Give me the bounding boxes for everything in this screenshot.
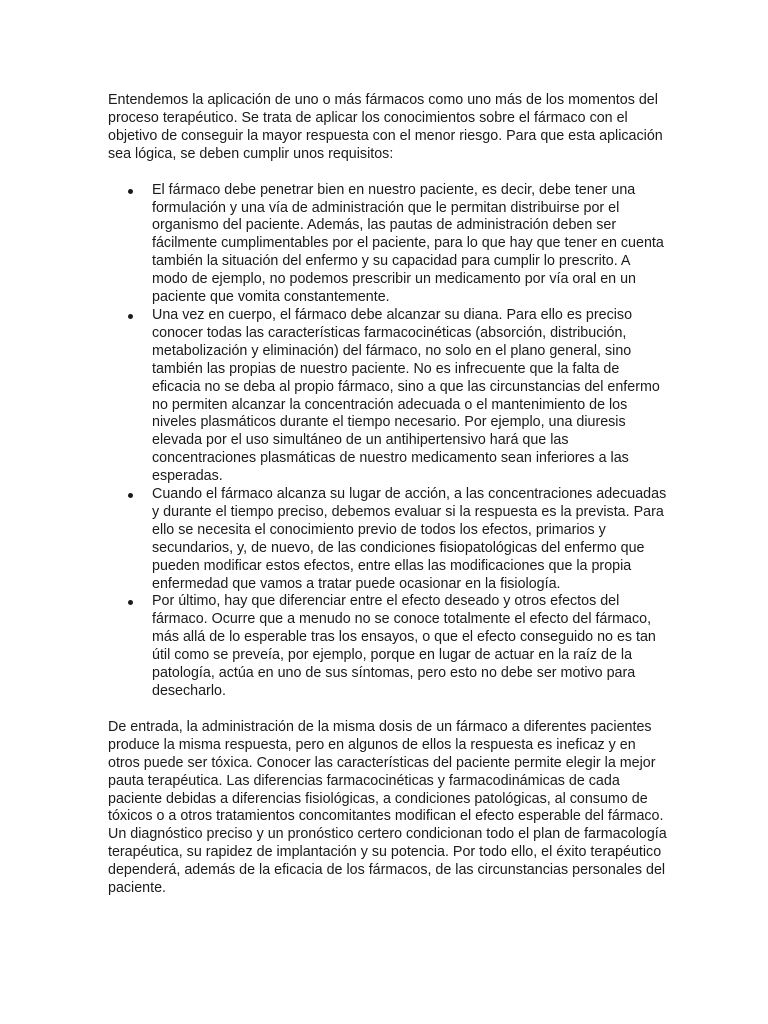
requirements-list <box>108 182 668 701</box>
list-item <box>108 593 668 700</box>
document-page <box>108 92 668 898</box>
intro-paragraph: Entendemos la aplicación de uno o más fármacos como uno más de los momentos del proceso terapéutico. Se trata de aplicar los conocimientos sobre el fármaco con el objetivo de conseguir la mayor respuesta con el menor riesgo. Para que esta aplicación sea lógica, se deben cumplir unos requisitos: <box>108 92 663 162</box>
list-item-text: Cuando el fármaco alcanza su lugar de acción, a las concentraciones adecuadas y durante el tiempo preciso, debemos evaluar si la respuesta es la prevista. Para ello se necesita el conocimiento previo de todos los efectos, primarios y secundarios, y, de nuevo, de las condiciones fisiopatológicas del enfermo que pueden modificar estos efectos, entre ellas las modificaciones que la propia enfermedad que vamos a tratar puede ocasionar en la fisiología. <box>152 486 667 592</box>
list-item-text: Por último, hay que diferenciar entre el efecto deseado y otros efectos del fármaco. Ocurre que a menudo no se conoce totalmente el efecto del fármaco, más allá de lo esperable tras los ensayos, o que el efecto conseguido no es tan útil como se preveía, por ejemplo, porque en lugar de actuar en la raíz de la patología, actúa en uno de sus síntomas, pero esto no debe ser motivo para desecharlo. <box>152 593 656 699</box>
closing-paragraph: De entrada, la administración de la misma dosis de un fármaco a diferentes pacientes produce la misma respuesta, pero en algunos de ellos la respuesta es ineficaz y en otros puede ser tóxica. Conocer las características del paciente permite elegir la mejor pauta terapéutica. Las diferencias farmacocinéticas y farmacodinámicas de cada paciente debidas a diferencias fisiológicas, a condiciones patológicas, al consumo de tóxicos o a otros tratamientos concomitantes modifican el efecto esperable del fármaco. Un diagnóstico preciso y un pronóstico certero condicionan todo el plan de farmacología terapéutica, su rapidez de implantación y su potencia. Por todo ello, el éxito terapéutico dependerá, además de la eficacia de los fármacos, de las circunstancias personales del paciente. <box>108 718 667 897</box>
list-item-text: Una vez en cuerpo, el fármaco debe alcanzar su diana. Para ello es preciso conocer todas las características farmacocinéticas (absorción, distribución, metabolización y eliminación) del fármaco, no solo en el plano general, sino también las propias de nuestro paciente. No es infrecuente que la falta de eficacia no se deba al propio fármaco, sino a que las circunstancias del enfermo no permiten alcanzar la concentración adecuada o el mantenimiento de los niveles plasmáticos durante el tiempo necesario. Por ejemplo, una diuresis elevada por el uso simultáneo de un antihipertensivo hará que las concentraciones plasmáticas de nuestro medicamento sean inferiores a las esperadas. <box>152 306 660 485</box>
list-item <box>108 182 668 307</box>
bullet-icon <box>128 189 133 194</box>
list-item-text: El fármaco debe penetrar bien en nuestro paciente, es decir, debe tener una formulación y una vía de administración que le permitan distribuirse por el organismo del paciente. Además, las pautas de administración deben ser fácilmente cumplimentables por el paciente, para lo que hay que tener en cuenta también la situación del enfermo y su capacidad para cumplir lo prescrito. A modo de ejemplo, no podemos prescribir un medicamento por vía oral en un paciente que vomita constantemente. <box>152 181 664 306</box>
bullet-icon <box>128 600 133 605</box>
bullet-icon <box>128 493 133 498</box>
list-item <box>108 307 668 486</box>
bullet-icon <box>128 314 133 319</box>
list-item <box>108 486 668 593</box>
